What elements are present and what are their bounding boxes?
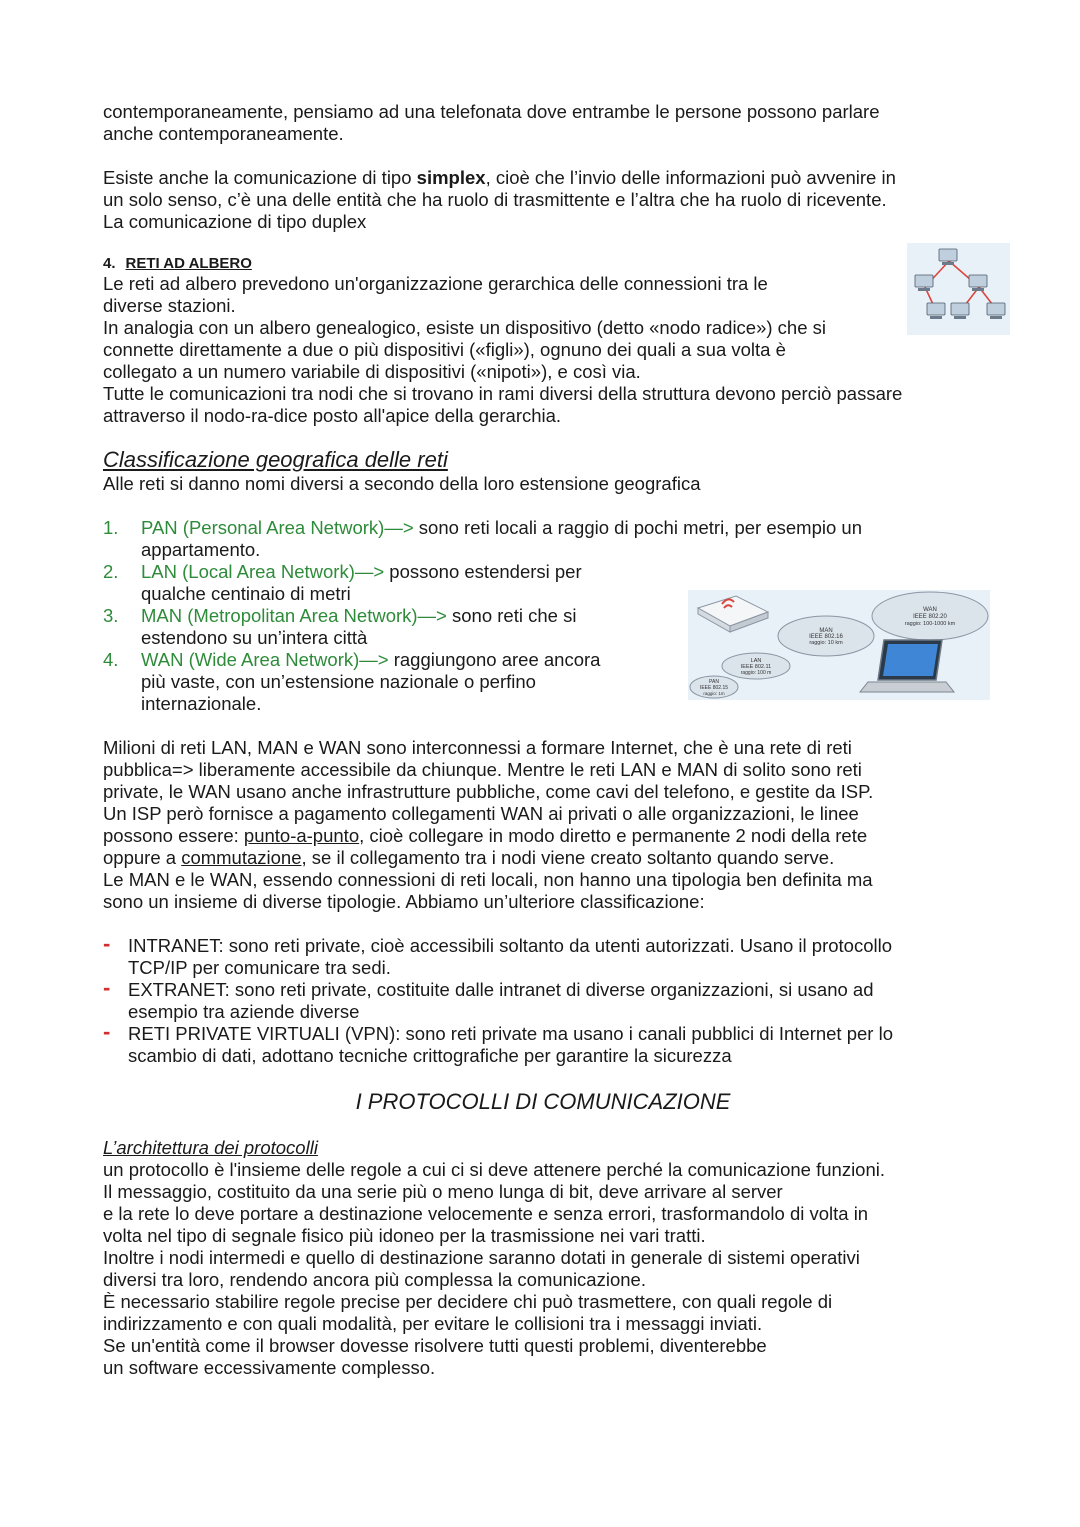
pan-std: IEEE 802.15 — [699, 685, 729, 691]
wan-range: raggio: 100-1000 km — [904, 621, 956, 627]
text-line: un software eccessivamente complesso. — [103, 1357, 436, 1378]
geo-list — [103, 517, 983, 715]
switching-term: commutazione — [181, 847, 302, 868]
protocols-title: I PROTOCOLLI DI COMUNICAZIONE — [355, 1089, 731, 1114]
text-line: oppure a commutazione, se il collegamento tra i nodi viene creato soltanto quando serve. — [103, 847, 835, 868]
tree-paragraph — [103, 273, 983, 427]
simplex-term: simplex — [416, 167, 486, 188]
list-item: 2. LAN (Local Area Network)—> possono estendersi per qualche centinaio di metri — [103, 561, 582, 604]
simplex-paragraph: Esiste anche la comunicazione di tipo simplex, cioè che l’invio delle informazioni può avvenire in — [103, 167, 896, 188]
simplex-line: un solo senso, c’è una delle entità che ha ruolo di trasmittente e l’altra che ha ruolo di ricevente. — [103, 189, 887, 210]
text-line: Il messaggio, costituito da una serie più o meno lunga di bit, deve arrivare al server — [103, 1181, 783, 1202]
tree-line: attraverso il nodo-ra-dice posto all'apice della gerarchia. — [103, 405, 562, 426]
network-types-list — [103, 931, 983, 1067]
list-item: - EXTRANET: sono reti private, costituite dalle intranet di diverse organizzazioni, si usano ad esempio tra aziende diverse — [103, 975, 874, 1022]
lan-std: IEEE 802.11 — [740, 664, 772, 670]
list-item: 3. MAN (Metropolitan Area Network)—> sono reti che si estendono su un’intera città — [103, 605, 577, 648]
net-type: LAN (Local Area Network)—> — [141, 561, 385, 582]
tree-heading: 4. RETI AD ALBERO — [103, 255, 252, 272]
dash-bullet: - — [103, 1019, 111, 1044]
text-line: Milioni di reti LAN, MAN e WAN sono interconnessi a formare Internet, che è una rete di reti — [103, 737, 852, 758]
text-line: un protocollo è l'insieme delle regole a cui ci si deve attenere perché la comunicazione funzioni. — [103, 1159, 886, 1180]
tree-line: Tutte le comunicazioni tra nodi che si trovano in rami diversi della struttura devono perciò passare — [103, 383, 903, 404]
wan-std: IEEE 802.20 — [913, 614, 947, 620]
lan-range: raggio: 100 m — [740, 670, 772, 676]
text-line: possono essere: punto-a-punto, cioè collegare in modo diretto e permanente 2 nodi della rete — [103, 825, 868, 846]
list-item: - RETI PRIVATE VIRTUALI (VPN): sono reti private ma usano i canali pubblici di Internet per lo scambio di dati, adottano tecniche crittografiche per garantire la sicurezza — [103, 1019, 893, 1066]
pan-label: PAN — [709, 679, 719, 685]
text-line: Inoltre i nodi intermedi e quello di destinazione saranno dotati in generale di sistemi operativi — [103, 1247, 860, 1268]
man-std: IEEE 802.16 — [809, 634, 843, 640]
geo-intro: Alle reti si danno nomi diversi a secondo della loro estensione geografica — [103, 473, 701, 494]
text-line: È necessario stabilire regole precise per decidere chi può trasmettere, con quali regole di — [103, 1291, 833, 1312]
text-line: Un ISP però fornisce a pagamento collegamenti WAN ai privati o alle organizzazioni, le linee — [103, 803, 859, 824]
intro-line: anche contemporaneamente. — [103, 123, 344, 144]
net-type: MAN (Metropolitan Area Network)—> — [141, 605, 447, 626]
list-item: 1. PAN (Personal Area Network)—> sono reti locali a raggio di pochi metri, per esempio un appartamento. — [103, 517, 862, 560]
text-line: pubblica=> liberamente accessibile da chiunque. Mentre le reti LAN e MAN di solito sono reti — [103, 759, 862, 780]
internet-paragraph — [103, 737, 983, 913]
tree-line: Le reti ad albero prevedono un'organizzazione gerarchica delle connessioni tra le — [103, 273, 768, 294]
man-range: raggio: 10 km — [809, 640, 843, 646]
tree-line: collegato a un numero variabile di dispositivi («nipoti»), e così via. — [103, 361, 641, 382]
intro-line: contemporaneamente, pensiamo ad una telefonata dove entrambe le persone possono parlare — [103, 101, 880, 122]
tree-line: diverse stazioni. — [103, 295, 236, 316]
net-type: PAN (Personal Area Network)—> — [141, 517, 414, 538]
tree-line: In analogia con un albero genealogico, esiste un dispositivo (detto «nodo radice») che si — [103, 317, 827, 338]
duplex-line: La comunicazione di tipo duplex — [103, 211, 367, 232]
text-line: sono un insieme di diverse tipologie. Abbiamo un’ulteriore classificazione: — [103, 891, 705, 912]
lan-label: LAN — [750, 658, 762, 664]
text-line: Le MAN e le WAN, essendo connessioni di reti locali, non hanno una tipologia ben definita ma — [103, 869, 873, 890]
text-line: volta nel tipo di segnale fisico più idoneo per la trasmissione nei vari tratti. — [103, 1225, 706, 1246]
pan-range: raggio: 1m — [703, 691, 725, 696]
list-item: 4. WAN (Wide Area Network)—> raggiungono aree ancora più vaste, con un’estensione nazionale o perfino internazionale. — [103, 649, 601, 714]
geo-section-title: Classificazione geografica delle reti — [103, 447, 448, 472]
text-line: Se un'entità come il browser dovesse risolvere tutti questi problemi, diventerebbe — [103, 1335, 767, 1356]
man-label: MAN — [819, 628, 833, 634]
text-line: e la rete lo deve portare a destinazione velocemente e senza errori, trasformandolo di volta in — [103, 1203, 869, 1224]
protocols-paragraph — [103, 1159, 983, 1379]
dash-bullet: - — [103, 975, 111, 1000]
text-line: diversi tra loro, rendendo ancora più complessa la comunicazione. — [103, 1269, 646, 1290]
net-type: WAN (Wide Area Network)—> — [141, 649, 389, 670]
wan-label: WAN — [923, 607, 937, 613]
tree-title: RETI AD ALBERO — [125, 255, 252, 272]
list-item: - INTRANET: sono reti private, cioè accessibili soltanto da utenti autorizzati. Usano il protocollo TCP/IP per comunicare tra sedi. — [103, 931, 892, 978]
text-line: private, le WAN usano anche infrastrutture pubbliche, come cavi del telefono, e gestite da ISP. — [103, 781, 874, 802]
point-to-point-term: punto-a-punto — [243, 825, 360, 846]
text-line: indirizzamento e con quali modalità, per evitare le collisioni tra i messaggi inviati. — [103, 1313, 763, 1334]
tree-line: connette direttamente a due o più dispositivi («figli»), ognuno dei quali a sua volta è — [103, 339, 786, 360]
protocols-subtitle: L’architettura dei protocolli — [103, 1137, 318, 1158]
dash-bullet: - — [103, 931, 111, 956]
document-page — [103, 101, 983, 1379]
